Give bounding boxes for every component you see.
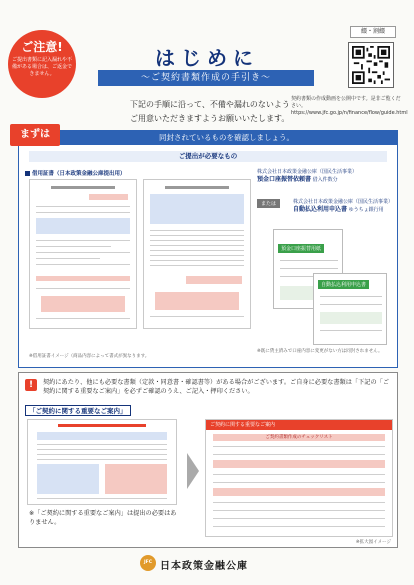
organization-name: 日本政策金融公庫 [160,561,248,572]
intro-text: 下記の手順に沿って、不備や漏れのないようご用意いただきますようお願いいたします。 [130,100,290,123]
notice-doc-label: 「ご契約に関する重要なご案内」 [25,405,131,416]
caution-body: ご提出書類に記入漏れや不備がある場合は、ご返金できません。 [12,57,73,77]
first-step-badge: まずは [10,124,60,146]
jfc-logo: JFC [140,555,156,571]
zoom-title: ご契約に関する重要なご案内 [206,420,392,430]
zoom-caption: ※拡大図イメージ [355,540,391,545]
qr-note: 契約書類の作成動画を公開中です。是非ご覧ください。https://www.jfc.go.jp/n/finance/flow/guide.html [291,96,408,116]
caution-title: ご注意! [21,40,63,54]
section-important-notice [18,372,398,548]
section1-heading: 同封されているものを確認しましょう。 [19,131,397,145]
debit-form-card-label: 預金口座振替用紙 [278,244,324,253]
loan-certificate-page2-image [143,179,251,329]
notice-zoom-image [205,419,393,537]
binding-tag: 綴・割綴 [350,26,396,38]
auto-payment-text: 株式会社日本政策金融公庫（国民生活事業） 自動払込利用申込書 ゆうちょ銀行用 [293,199,394,213]
loan-certificate-label: 借用証書（日本政策金融公庫提出用） [25,169,253,177]
footer [140,554,290,572]
debit-form-text: 株式会社日本政策金融公庫（国民生活事業） 預金口座振替依頼書 借入件数分 [257,169,358,183]
bank-transfer-caption: ※既に貸主済みで口座内容に変更がない方は同封されません。 [257,349,383,354]
qr-code-icon [352,46,390,84]
auto-payment-card [313,273,387,345]
loan-certificate-block [25,169,253,363]
loan-certificate-page1-image [29,179,137,329]
exclamation-icon: ! [25,379,37,391]
qr-code[interactable] [348,42,394,88]
page-subtitle: ～ご契約書類作成の手引き～ [98,70,314,86]
caution-badge [8,30,76,98]
section-enclosed-documents [18,130,398,368]
zoom-bar: ご契約書類作成のチェックリスト [213,434,384,441]
bank-transfer-block [257,169,393,363]
auto-payment-card-label: 自動払込利用申込書 [318,280,369,289]
notice-doc-image [27,419,177,505]
page-title: はじめに [155,46,259,70]
required-docs-bar: ご提出が必要なもの [29,151,387,162]
notice-text: 契約にあたり、他にも必要な書類（定款・同意書・確認書等）がある場合がございます。ご自身に必要な書類は「下記の「ご契約に関する重要なご案内」を必ずご確認のうえ、ご記入・押印ください。 [43,379,390,395]
loan-certificate-caption: ※借用証書イメージ（商品内容によって書式が異なります。 [29,354,150,359]
notice-note: ※「ご契約に関する重要なご案内」は提出の必要はありません。 [29,510,177,526]
bullet-square-icon [25,171,30,176]
or-label: または [257,199,280,208]
zoom-arrow-icon [187,453,199,489]
